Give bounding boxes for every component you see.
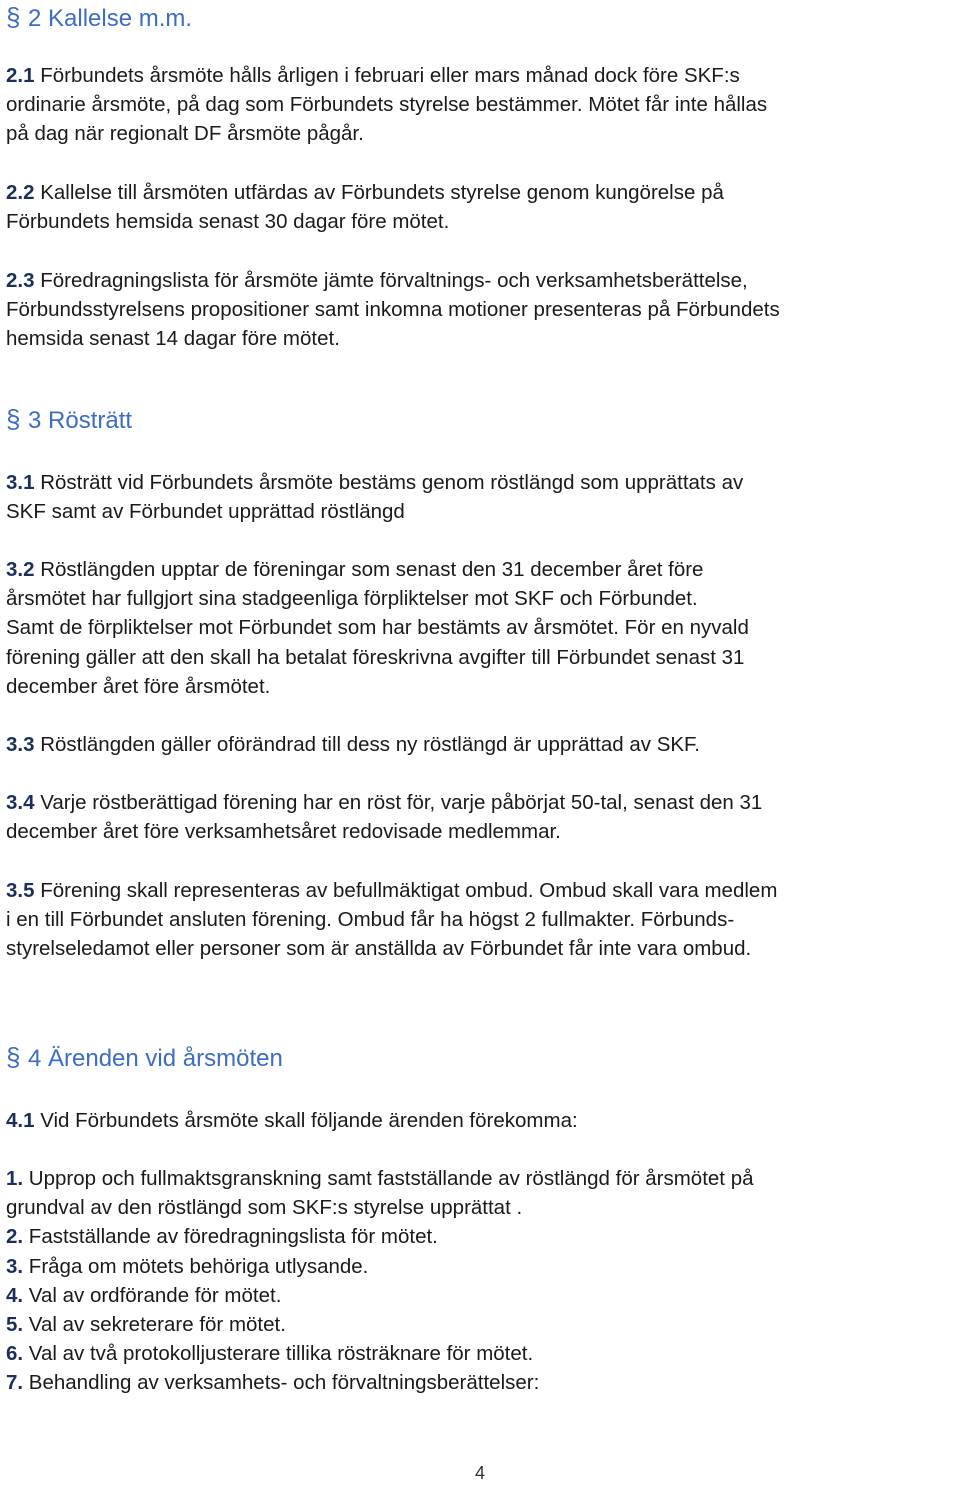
list-item-text: Fråga om mötets behöriga utlysande. xyxy=(23,1254,369,1278)
paragraph-line: Varje röstberättigad förening har en röst för, varje påbörjat 50-tal, senast den 31 xyxy=(34,791,763,814)
list-item xyxy=(6,1310,956,1339)
paragraph-line: årsmötet har fullgjort sina stadgeenliga förpliktelser mot SKF och Förbundet. xyxy=(6,587,698,611)
paragraph-line: december året före verksamhetsåret redovisade medlemmar. xyxy=(6,820,561,844)
paragraph-line: ordinarie årsmöte, på dag som Förbundets styrelse bestämmer. Mötet får inte hållas xyxy=(6,93,768,117)
paragraph-number: 2.2 xyxy=(6,181,35,204)
list-item-number: 7. xyxy=(6,1371,24,1395)
list-item-text: Val av sekreterare för mötet. xyxy=(23,1313,286,1337)
paragraph-3-1 xyxy=(6,468,956,526)
paragraph-line: Förbundsstyrelsens propositioner samt inkomna motioner presenteras på Förbundets xyxy=(6,298,780,322)
paragraph-line: Röstlängden gäller oförändrad till dess ny röstlängd är upprättad av SKF. xyxy=(34,733,700,756)
list-item-number: 5. xyxy=(6,1313,24,1337)
paragraph-line: Vid Förbundets årsmöte skall följande ärenden förekomma: xyxy=(34,1109,578,1132)
paragraph-number: 3.4 xyxy=(6,791,35,814)
paragraph-line: Förbundets årsmöte hålls årligen i februari eller mars månad dock före SKF:s xyxy=(34,64,740,87)
list-item-number: 1. xyxy=(6,1167,24,1190)
list-item-text: Upprop och fullmaktsgranskning samt fastställande av röstlängd för årsmötet på xyxy=(23,1167,754,1190)
paragraph-3-2 xyxy=(6,555,956,701)
paragraph-line: förening gäller att den skall ha betalat föreskrivna avgifter till Förbundet senast 31 xyxy=(6,645,745,669)
list-item-text: Val av ordförande för mötet. xyxy=(23,1283,282,1307)
list-item xyxy=(6,1222,956,1251)
list-item-continuation: grundval av den röstlängd som SKF:s styrelse upprättat . xyxy=(6,1196,523,1220)
paragraph-line: Kallelse till årsmöten utfärdas av Förbundets styrelse genom kungörelse på xyxy=(34,181,724,204)
section-heading-2 xyxy=(6,2,192,34)
paragraph-line: Rösträtt vid Förbundets årsmöte bestäms genom röstlängd som upprättats av xyxy=(34,471,744,494)
list-item-text: Fastställande av föredragningslista för mötet. xyxy=(23,1225,438,1249)
paragraph-line: Röstlängden upptar de föreningar som senast den 31 december året före xyxy=(34,558,704,581)
paragraph-line: Förening skall representeras av befullmäktigat ombud. Ombud skall vara medlem xyxy=(34,879,778,902)
paragraph-line: på dag när regionalt DF årsmöte pågår. xyxy=(6,122,364,146)
paragraph-line: styrelseledamot eller personer som är anställda av Förbundet får inte vara ombud. xyxy=(6,937,752,961)
paragraph-2-2 xyxy=(6,178,956,236)
paragraph-number: 2.1 xyxy=(6,64,35,87)
paragraph-number: 3.1 xyxy=(6,471,35,494)
paragraph-line: Föredragningslista för årsmöte jämte förvaltnings- och verksamhetsberättelse, xyxy=(34,269,748,292)
paragraph-number: 2.3 xyxy=(6,269,35,292)
list-item xyxy=(6,1339,956,1368)
paragraph-line: Förbundets hemsida senast 30 dagar före mötet. xyxy=(6,210,450,234)
paragraph-3-5 xyxy=(6,876,956,964)
paragraph-2-1 xyxy=(6,61,956,149)
list-item xyxy=(6,1368,956,1397)
paragraph-3-3 xyxy=(6,730,956,759)
list-item-number: 2. xyxy=(6,1225,24,1249)
page-number: 4 xyxy=(474,1463,485,1483)
list-item xyxy=(6,1164,956,1193)
paragraph-line: Samt de förpliktelser mot Förbundet som har bestämts av årsmötet. För en nyvald xyxy=(6,616,749,640)
section-symbol: § xyxy=(6,404,21,434)
list-item-number: 4. xyxy=(6,1283,24,1307)
list-item xyxy=(6,1281,956,1310)
section-heading-4 xyxy=(6,1042,283,1074)
paragraph-number: 3.3 xyxy=(6,733,35,756)
paragraph-number: 3.2 xyxy=(6,558,35,581)
list-item-text: Behandling av verksamhets- och förvaltningsberättelser: xyxy=(23,1371,540,1395)
paragraph-line: hemsida senast 14 dagar före mötet. xyxy=(6,327,340,351)
paragraph-2-3 xyxy=(6,266,956,354)
agenda-list xyxy=(6,1164,956,1398)
paragraph-3-4 xyxy=(6,788,956,846)
paragraph-line: december året före årsmötet. xyxy=(6,674,271,698)
paragraph-number: 3.5 xyxy=(6,879,35,902)
list-item-text: Val av två protokolljusterare tillika rösträknare för mötet. xyxy=(23,1342,534,1366)
list-item-number: 6. xyxy=(6,1342,24,1366)
list-item-number: 3. xyxy=(6,1254,24,1278)
heading-text: 2 Kallelse m.m. xyxy=(28,5,193,32)
paragraph-4-1 xyxy=(6,1106,956,1135)
section-heading-3 xyxy=(6,404,132,436)
heading-text: 4 Ärenden vid årsmöten xyxy=(28,1045,283,1072)
paragraph-line: i en till Förbundet ansluten förening. Ombud får ha högst 2 fullmakter. Förbunds- xyxy=(6,908,735,932)
list-item xyxy=(6,1252,956,1281)
heading-text: 3 Rösträtt xyxy=(28,407,133,434)
paragraph-number: 4.1 xyxy=(6,1109,35,1132)
paragraph-line: SKF samt av Förbundet upprättad röstlängd xyxy=(6,500,405,524)
section-symbol: § xyxy=(6,2,21,32)
section-symbol: § xyxy=(6,1042,21,1072)
